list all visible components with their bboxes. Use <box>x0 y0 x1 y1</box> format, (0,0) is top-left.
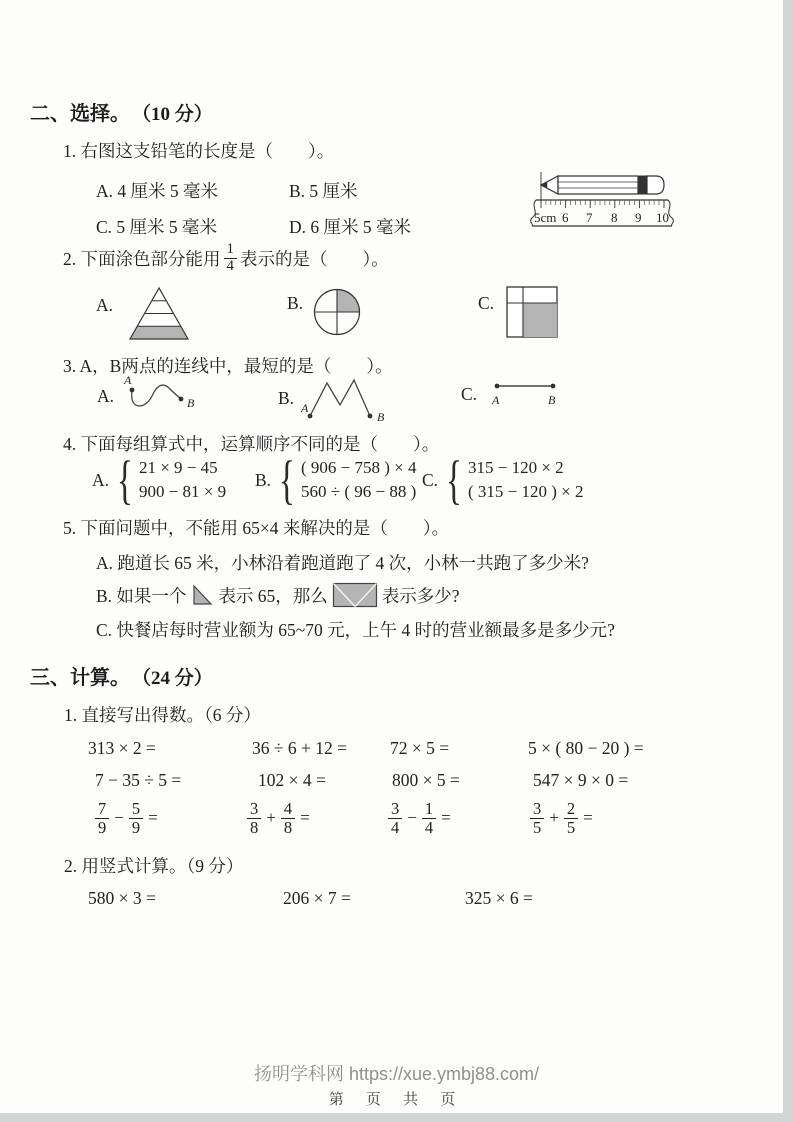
q5-text: 5. 下面问题中，不能用 65×4 来解决的是（ ）。 <box>63 518 450 538</box>
frac-den: 4 <box>422 818 436 837</box>
ruler-label-7: 7 <box>586 210 593 225</box>
q2-fraction <box>224 242 238 275</box>
q3-zigzag-point-a-label: A <box>301 401 309 415</box>
ruler-label-8: 8 <box>611 210 618 225</box>
frac-num: 3 <box>533 799 542 818</box>
fraction-expr <box>247 800 310 837</box>
q5-composed-rectangle-icon <box>332 582 378 608</box>
section-choice-points: （10 分） <box>132 104 213 125</box>
q4-group-c-brace: { <box>445 450 463 510</box>
q3-curve-figure-icon <box>120 374 198 424</box>
q3-curve-point-b-label: B <box>187 396 195 410</box>
frac-den: 8 <box>247 818 261 837</box>
calc-expr: 325 × 6 = <box>465 888 533 908</box>
calc-expr: 72 × 5 = <box>390 738 450 758</box>
q4-group-b-brace: { <box>278 450 296 510</box>
calc-expr: 7 − 35 ÷ 5 = <box>95 770 182 790</box>
equals-sign: = <box>300 808 310 828</box>
q2-fraction-denominator: 4 <box>224 258 238 275</box>
q4-group-a-label: A. <box>92 469 110 490</box>
q3-figure-a-label: A. <box>97 386 115 406</box>
frac-den: 5 <box>564 818 578 837</box>
q5-option-b <box>96 582 460 608</box>
calc-row3 <box>0 888 793 912</box>
section-choice-title-text: 二、选择。 <box>30 103 130 125</box>
q1-option-c: C. 5 厘米 5 毫米 <box>96 217 218 237</box>
fraction-expr <box>388 800 451 837</box>
q5-option-b-mid: 表示 65，那么 <box>218 585 328 606</box>
frac-num: 3 <box>391 799 400 818</box>
q4-groups <box>0 450 793 516</box>
frac-operator: − <box>407 808 417 828</box>
q4-text: 4. 下面每组算式中，运算顺序不同的是（ ）。 <box>63 434 440 454</box>
section-calc-title <box>30 661 213 690</box>
q4-group-b-line2: 560 ÷ ( 96 − 88 ) <box>300 482 417 502</box>
frac-num: 1 <box>424 799 434 818</box>
q4-group-c-line1: 315 − 120 × 2 <box>467 458 564 478</box>
q4-group-a-line1: 21 × 9 − 45 <box>138 458 218 478</box>
footer-page-number: 第 页 共 页 <box>328 1091 465 1108</box>
equals-sign: = <box>148 808 158 828</box>
calc-expr: 547 × 9 × 0 = <box>533 770 629 790</box>
q4-group-c-line2: ( 315 − 120 ) × 2 <box>467 482 584 502</box>
q3-line-point-a-label: A <box>492 393 500 407</box>
q3-figure-c-label: C. <box>461 384 478 404</box>
q1-text: 1. 右图这支铅笔的长度是（ ）。 <box>63 141 335 161</box>
calc-expr: 5 × ( 80 − 20 ) = <box>528 738 644 758</box>
calc-row2 <box>0 770 793 794</box>
q3-figure-b-label: B. <box>278 388 295 408</box>
q2-triangle-figure-icon <box>127 285 191 343</box>
q1-options <box>96 178 411 239</box>
q2-square-figure-icon <box>505 284 559 340</box>
section-calc-points: （24 分） <box>132 668 213 689</box>
q4-group-a-brace: { <box>116 450 134 510</box>
q5-option-a: A. 跑道长 65 米，小林沿着跑道跑了 4 次，小林一共跑了多少米? <box>96 553 589 573</box>
q2-figure-c-label: C. <box>478 293 495 313</box>
frac-den: 9 <box>129 818 143 837</box>
ruler-label-5cm: 5cm <box>534 210 557 225</box>
frac-den: 4 <box>388 818 402 837</box>
calc-expr: 580 × 3 = <box>88 888 156 908</box>
q1-option-d: D. 6 厘米 5 毫米 <box>289 217 412 237</box>
fraction-expr <box>530 800 593 837</box>
q4-group-c-label: C. <box>422 469 439 490</box>
q3-curve-point-a-label: A <box>124 374 132 387</box>
q4-group-b-line1: ( 906 − 758 ) × 4 <box>300 458 417 478</box>
q1-option-a: A. 4 厘米 5 毫米 <box>96 181 219 201</box>
q5-option-b-post: 表示多少? <box>381 585 460 606</box>
q3-zigzag-figure-icon <box>300 374 390 424</box>
fraction-expr <box>95 800 158 837</box>
frac-den: 9 <box>95 818 109 837</box>
section-choice-title <box>30 97 213 126</box>
q3-zigzag-point-b-label: B <box>377 410 385 424</box>
ruler-label-6: 6 <box>562 210 569 225</box>
calc-expr: 313 × 2 = <box>88 738 156 758</box>
q3-figures <box>0 374 793 424</box>
q1-option-b: B. 5 厘米 <box>289 181 358 201</box>
frac-operator: + <box>266 808 276 828</box>
q4-group-b <box>255 450 417 510</box>
q2-fraction-numerator: 1 <box>226 241 234 257</box>
q2-figure-a-label: A. <box>96 295 114 315</box>
frac-num: 5 <box>131 799 141 818</box>
calc-expr: 800 × 5 = <box>392 770 460 790</box>
frac-num: 4 <box>283 799 293 818</box>
frac-operator: + <box>549 808 559 828</box>
q5-unit-triangle-icon <box>190 583 214 607</box>
q4-group-b-label: B. <box>255 469 272 490</box>
ruler-label-10: 10 <box>656 210 669 225</box>
frac-num: 7 <box>98 799 107 818</box>
q5-option-b-pre: B. 如果一个 <box>96 585 187 606</box>
footer-site-link: 扬明学科网 https://xue.ymbj88.com/ <box>253 1064 540 1084</box>
equals-sign: = <box>441 808 451 828</box>
q3-text: 3. A，B两点的连线中，最短的是（ ）。 <box>63 356 393 376</box>
calc-sub2-text: 2. 用竖式计算。（9 分） <box>64 856 244 876</box>
q3-line-point-b-label: B <box>548 393 556 407</box>
q2-figure-b-label: B. <box>287 293 304 313</box>
pencil-ruler-icon <box>526 164 678 230</box>
q4-group-a-line2: 900 − 81 × 9 <box>138 482 227 502</box>
section-calc-title-text: 三、计算。 <box>30 667 130 689</box>
pencil-ruler-figure <box>526 164 678 230</box>
calc-row1 <box>0 738 793 762</box>
q2-figures <box>0 283 793 347</box>
q4-group-a <box>92 450 227 510</box>
frac-den: 5 <box>530 818 544 837</box>
page-edge-bottom <box>0 1113 793 1122</box>
page-edge-right <box>783 0 793 1122</box>
q2-circle-figure-icon <box>311 286 363 338</box>
calc-sub1-text: 1. 直接写出得数。（6 分） <box>64 705 261 725</box>
calc-fraction-row <box>0 800 793 844</box>
frac-num: 2 <box>566 799 576 818</box>
q2-text <box>63 242 389 275</box>
calc-expr: 102 × 4 = <box>258 770 326 790</box>
frac-operator: − <box>114 808 124 828</box>
q5-option-c: C. 快餐店每时营业额为 65~70 元，上午 4 时的营业额最多是多少元? <box>96 620 615 640</box>
frac-num: 3 <box>250 799 259 818</box>
calc-expr: 206 × 7 = <box>283 888 351 908</box>
equals-sign: = <box>583 808 593 828</box>
calc-expr: 36 ÷ 6 + 12 = <box>252 738 347 758</box>
q2-text-prefix: 2. 下面涂色部分能用 <box>63 248 221 269</box>
ruler-label-9: 9 <box>635 210 642 225</box>
frac-den: 8 <box>281 818 295 837</box>
q2-text-suffix: 表示的是（ ）。 <box>240 248 389 269</box>
q4-group-c <box>422 450 584 510</box>
q3-line-figure-icon <box>487 376 563 412</box>
